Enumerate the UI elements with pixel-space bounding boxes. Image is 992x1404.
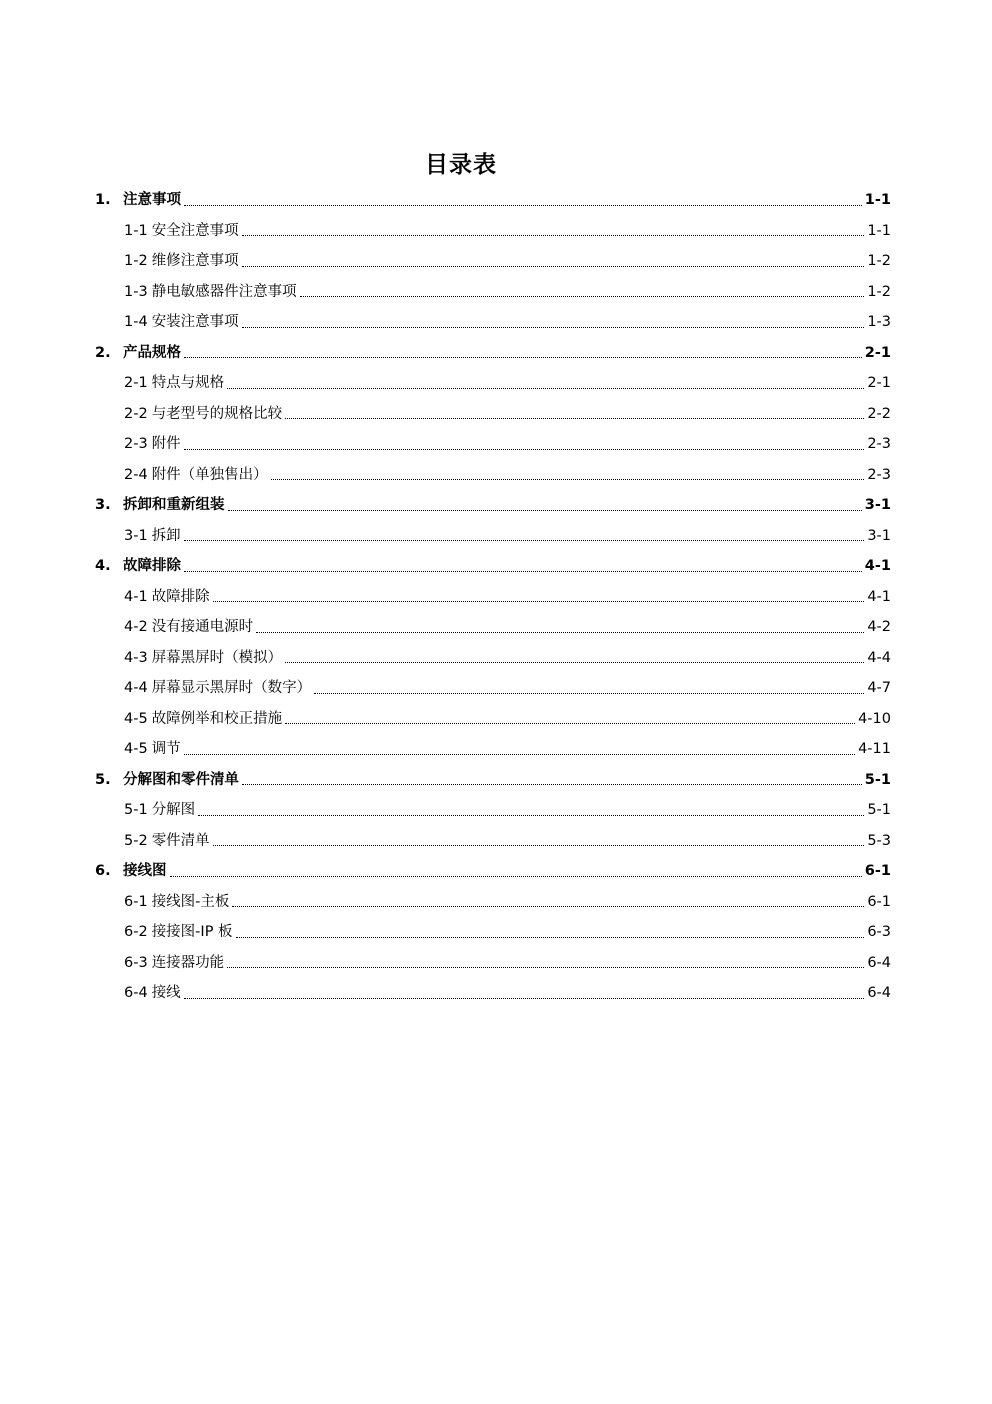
toc-section-entry[interactable] [95, 185, 891, 216]
toc-entry-label: 安装注意事项 [151, 314, 239, 330]
toc-entry-number: 5-1 [124, 802, 148, 818]
toc-subsection-entry[interactable] [95, 521, 891, 552]
toc-subsection-entry[interactable] [95, 978, 891, 1009]
toc-section-entry[interactable] [95, 338, 891, 369]
toc-section-entry[interactable] [95, 490, 891, 521]
toc-section-entry[interactable] [95, 765, 891, 796]
toc-entry-number: 6. [95, 863, 111, 879]
toc-entry-page-number: 5-3 [867, 832, 891, 849]
toc-entry-label: 调节 [151, 741, 181, 757]
table-of-contents [95, 185, 891, 1009]
toc-entry-number: 5. [95, 771, 111, 788]
toc-entry-label: 接线图 [123, 863, 167, 879]
toc-entry-page-number: 1-3 [867, 314, 891, 330]
toc-entry-number: 3-1 [124, 527, 148, 544]
toc-dot-leader [213, 587, 865, 602]
toc-dot-leader [184, 435, 865, 450]
toc-entry-page-number: 1-2 [867, 253, 891, 269]
toc-entry-label: 故障排除 [123, 558, 181, 574]
toc-subsection-entry[interactable] [95, 307, 891, 338]
toc-entry-page-number: 2-3 [867, 436, 891, 452]
toc-dot-leader [184, 740, 855, 755]
page-title: 目录表 [425, 152, 497, 178]
toc-section-entry[interactable] [95, 856, 891, 887]
toc-subsection-entry[interactable] [95, 612, 891, 643]
toc-entry-page-number: 4-1 [867, 588, 891, 605]
toc-entry-label: 屏幕黑屏时（模拟） [151, 649, 283, 666]
toc-entry-number: 6-3 [124, 954, 148, 971]
toc-dot-leader [227, 953, 864, 968]
toc-subsection-entry[interactable] [95, 216, 891, 247]
toc-entry-page-number: 2-3 [867, 466, 891, 483]
toc-entry-label: 接线 [151, 985, 181, 1001]
toc-subsection-entry[interactable] [95, 429, 891, 460]
toc-entry-number: 2-4 [124, 466, 148, 483]
toc-subsection-entry[interactable] [95, 734, 891, 765]
toc-subsection-entry[interactable] [95, 917, 891, 948]
toc-entry-page-number: 1-1 [867, 222, 891, 239]
toc-entry-number: 4-5 [124, 741, 148, 757]
toc-entry-number: 4-2 [124, 619, 148, 635]
toc-dot-leader [314, 679, 864, 694]
toc-dot-leader [256, 618, 864, 633]
toc-entry-page-number: 2-1 [864, 344, 891, 361]
toc-dot-leader [184, 526, 865, 541]
toc-entry-number: 4-4 [124, 680, 148, 696]
toc-dot-leader [184, 557, 862, 572]
toc-entry-number: 6-2 [124, 924, 148, 940]
toc-entry-label: 特点与规格 [151, 375, 225, 391]
toc-dot-leader [232, 892, 864, 907]
toc-entry-number: 6-1 [124, 893, 148, 910]
toc-subsection-entry[interactable] [95, 673, 891, 704]
toc-subsection-entry[interactable] [95, 887, 891, 918]
toc-entry-page-number: 6-4 [867, 954, 891, 971]
toc-dot-leader [242, 770, 862, 785]
toc-entry-label: 拆卸和重新组装 [123, 497, 225, 513]
toc-entry-page-number: 3-1 [864, 497, 891, 513]
toc-entry-page-number: 6-3 [867, 924, 891, 940]
toc-dot-leader [213, 831, 865, 846]
toc-entry-label: 安全注意事项 [151, 222, 239, 239]
toc-entry-label: 连接器功能 [151, 954, 225, 971]
toc-entry-page-number: 4-1 [864, 558, 891, 574]
toc-entry-page-number: 4-2 [867, 619, 891, 635]
toc-subsection-entry[interactable] [95, 460, 891, 491]
toc-entry-number: 1. [95, 192, 111, 208]
toc-entry-number: 3. [95, 497, 111, 513]
toc-dot-leader [227, 374, 864, 389]
toc-dot-leader [271, 465, 865, 480]
toc-entry-number: 4-1 [124, 588, 148, 605]
toc-subsection-entry[interactable] [95, 246, 891, 277]
toc-dot-leader [285, 709, 855, 724]
toc-entry-number: 2. [95, 344, 111, 361]
toc-dot-leader [228, 496, 862, 511]
toc-dot-leader [184, 191, 862, 206]
toc-subsection-entry[interactable] [95, 399, 891, 430]
toc-entry-label: 接线图-主板 [151, 893, 230, 910]
toc-entry-number: 1-3 [124, 283, 148, 300]
toc-dot-leader [198, 801, 864, 816]
toc-dot-leader [285, 404, 864, 419]
toc-entry-label: 屏幕显示黑屏时（数字） [151, 680, 312, 696]
toc-subsection-entry[interactable] [95, 582, 891, 613]
toc-entry-number: 2-2 [124, 405, 148, 422]
toc-entry-page-number: 1-1 [864, 192, 891, 208]
toc-entry-label: 接接图-IP 板 [151, 924, 233, 940]
toc-dot-leader [236, 923, 865, 938]
toc-entry-number: 4. [95, 558, 111, 574]
toc-subsection-entry[interactable] [95, 826, 891, 857]
toc-entry-page-number: 5-1 [864, 771, 891, 788]
toc-entry-page-number: 3-1 [867, 527, 891, 544]
toc-entry-label: 附件 [151, 436, 181, 452]
toc-subsection-entry[interactable] [95, 277, 891, 308]
toc-entry-number: 1-4 [124, 314, 148, 330]
toc-entry-page-number: 4-11 [858, 741, 891, 757]
toc-dot-leader [184, 343, 862, 358]
toc-dot-leader [170, 862, 862, 877]
toc-entry-page-number: 2-2 [867, 405, 891, 422]
toc-dot-leader [242, 221, 865, 236]
toc-entry-number: 2-3 [124, 436, 148, 452]
toc-entry-number: 5-2 [124, 832, 148, 849]
toc-entry-page-number: 5-1 [867, 802, 891, 818]
toc-dot-leader [242, 252, 865, 267]
toc-entry-label: 产品规格 [123, 344, 181, 361]
toc-subsection-entry[interactable] [95, 368, 891, 399]
toc-entry-label: 零件清单 [151, 832, 210, 849]
toc-subsection-entry[interactable] [95, 948, 891, 979]
toc-entry-label: 故障例举和校正措施 [151, 710, 283, 727]
toc-dot-leader [242, 313, 865, 328]
toc-entry-label: 分解图和零件清单 [123, 771, 239, 788]
toc-entry-number: 4-3 [124, 649, 148, 666]
toc-entry-label: 分解图 [151, 802, 196, 818]
toc-subsection-entry[interactable] [95, 795, 891, 826]
toc-entry-number: 4-5 [124, 710, 148, 727]
toc-entry-page-number: 4-10 [858, 710, 891, 727]
toc-dot-leader [184, 984, 865, 999]
toc-entry-page-number: 4-4 [867, 649, 891, 666]
toc-dot-leader [285, 648, 864, 663]
toc-entry-label: 维修注意事项 [151, 253, 239, 269]
toc-dot-leader [300, 282, 865, 297]
toc-entry-page-number: 2-1 [867, 375, 891, 391]
toc-entry-label: 注意事项 [123, 192, 181, 208]
toc-subsection-entry[interactable] [95, 704, 891, 735]
toc-entry-page-number: 6-1 [867, 893, 891, 910]
toc-entry-page-number: 4-7 [867, 680, 891, 696]
toc-entry-page-number: 1-2 [867, 283, 891, 300]
toc-entry-page-number: 6-1 [864, 863, 891, 879]
toc-entry-label: 没有接通电源时 [151, 619, 254, 635]
toc-entry-number: 2-1 [124, 375, 148, 391]
toc-entry-label: 静电敏感器件注意事项 [151, 283, 297, 300]
toc-entry-label: 与老型号的规格比较 [151, 405, 283, 422]
toc-entry-number: 1-2 [124, 253, 148, 269]
toc-entry-number: 6-4 [124, 985, 148, 1001]
toc-section-entry[interactable] [95, 551, 891, 582]
toc-entry-label: 故障排除 [151, 588, 210, 605]
toc-entry-number: 1-1 [124, 222, 148, 239]
toc-entry-label: 拆卸 [151, 527, 181, 544]
toc-subsection-entry[interactable] [95, 643, 891, 674]
toc-entry-label: 附件（单独售出） [151, 466, 268, 483]
toc-entry-page-number: 6-4 [867, 985, 891, 1001]
